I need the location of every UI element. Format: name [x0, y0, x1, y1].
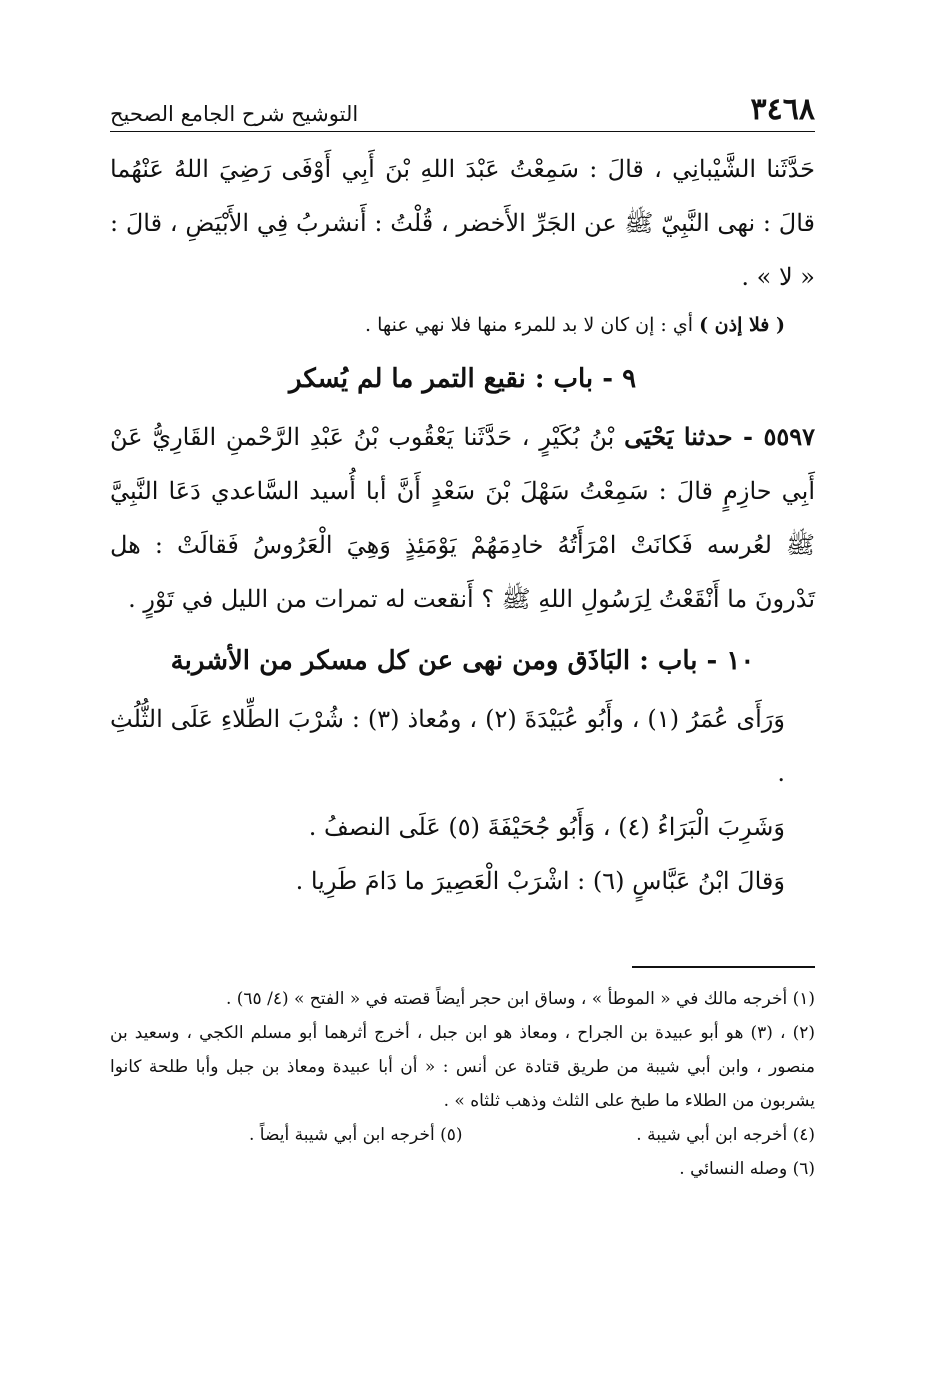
main-text: [110, 142, 815, 908]
hadith-5597: [110, 410, 815, 626]
hadith-number: ٥٥٩٧ - حدثنا يَحْيَى: [624, 422, 816, 451]
footnote-4: (٤) أخرجه ابن أبي شيبة .: [636, 1125, 815, 1145]
athar-line-1: وَرَأَى عُمَرُ (١) ، وأَبُو عُبَيْدَةَ (٢) ، ومُعاذ (٣) : شُرْبَ الطِّلاءِ عَلَى الثُّلُثِ .: [110, 705, 785, 787]
footnote-5: (٥) أخرجه ابن أبي شيبة أيضاً .: [249, 1125, 463, 1145]
footnote-2-3: (٢) ، (٣) هو أبو عبيدة بن الجراح ، ومعاذ هو ابن جبل ، أخرج أثرهما أبو مسلم الكجي ، وسعيد بن منصور ، وابن أبي شيبة من طريق قتادة عن أنس : « أن أبا عبيدة ومعاذ بن جبل وأبا طلحة كانوا يشربون من الطلاء ما طبخ على الثلث وذهب ثلثاه » .: [110, 1023, 816, 1111]
hadith-continuation: حَدَّثَنا الشَّيْبانِي ، قالَ : سَمِعْتُ عَبْدَ اللهِ بْنَ أَبِي أَوْفَى رَضِيَ اللهُ عَنْهُما قالَ : نهى النَّبِيّ ﷺ عن الجَرِّ الأَخضر ، قُلْتُ : أَنشربُ فِي الأَبْيَضِ ، قالَ : « لا » .: [110, 155, 815, 291]
hadith-text: بْنُ بُكَيْرٍ ، حَدَّثَنا يَعْقُوب بْنُ عَبْدِ الرَّحْمنِ القَارِيُّ عَنْ أَبِي حازِمٍ قالَ : سَمِعْتُ سَهْلَ بْنَ سَعْدٍ أَنَّ أبا أُسيد السَّاعدي دَعَا النَّبِيَّ ﷺ لعُرسه فَكانَتْ امْرَأَتُهُ خادِمَهُمْ يَوْمَئِذٍ وَهِيَ الْعَرُوسُ فَقالَتْ : هل تَدْرونَ ما أَنْقَعْتُ لِرَسُولِ اللهِ ﷺ ؟ أَنقعت له تمرات من الليل في تَوْرٍ .: [110, 423, 815, 613]
footnotes: [110, 982, 815, 1186]
page-number: ٣٤٦٨: [750, 92, 815, 127]
footnote-divider: [632, 966, 815, 968]
footnote-6: (٦) وصله النسائي .: [679, 1159, 815, 1179]
athar-line-3: وَقالَ ابْنُ عَبَّاسٍ (٦) : اشْرَبْ الْعَصِيرَ ما دَامَ طَرِيا .: [295, 867, 785, 895]
footnote-row-4-5: [110, 1118, 815, 1152]
gloss-note: [110, 306, 815, 344]
footnote-1: (١) أخرجه مالك في « الموطأ » ، وساق ابن حجر أيضاً قصته في « الفتح » (٤/ ٦٥) .: [225, 989, 815, 1009]
athar-line-2: وَشَرِبَ الْبَرَاءُ (٤) ، وَأَبُو جُحَيْفَةَ (٥) عَلَى النصفُ .: [308, 813, 785, 841]
gloss-keyword: ( فلا إذن ): [699, 314, 785, 336]
chapter-heading-9: ٩ - باب : نقيع التمر ما لم يُسكر: [288, 364, 637, 394]
gloss-text: أي : إن كان لا بد للمرء منها فلا نهي عنها .: [365, 314, 700, 336]
page-header: [110, 88, 815, 132]
running-title: التوشيح شرح الجامع الصحيح: [110, 102, 359, 126]
chapter-heading-10: ١٠ - باب : البَاذَق ومن نهى عن كل مسكر من الأشربة: [170, 646, 755, 676]
